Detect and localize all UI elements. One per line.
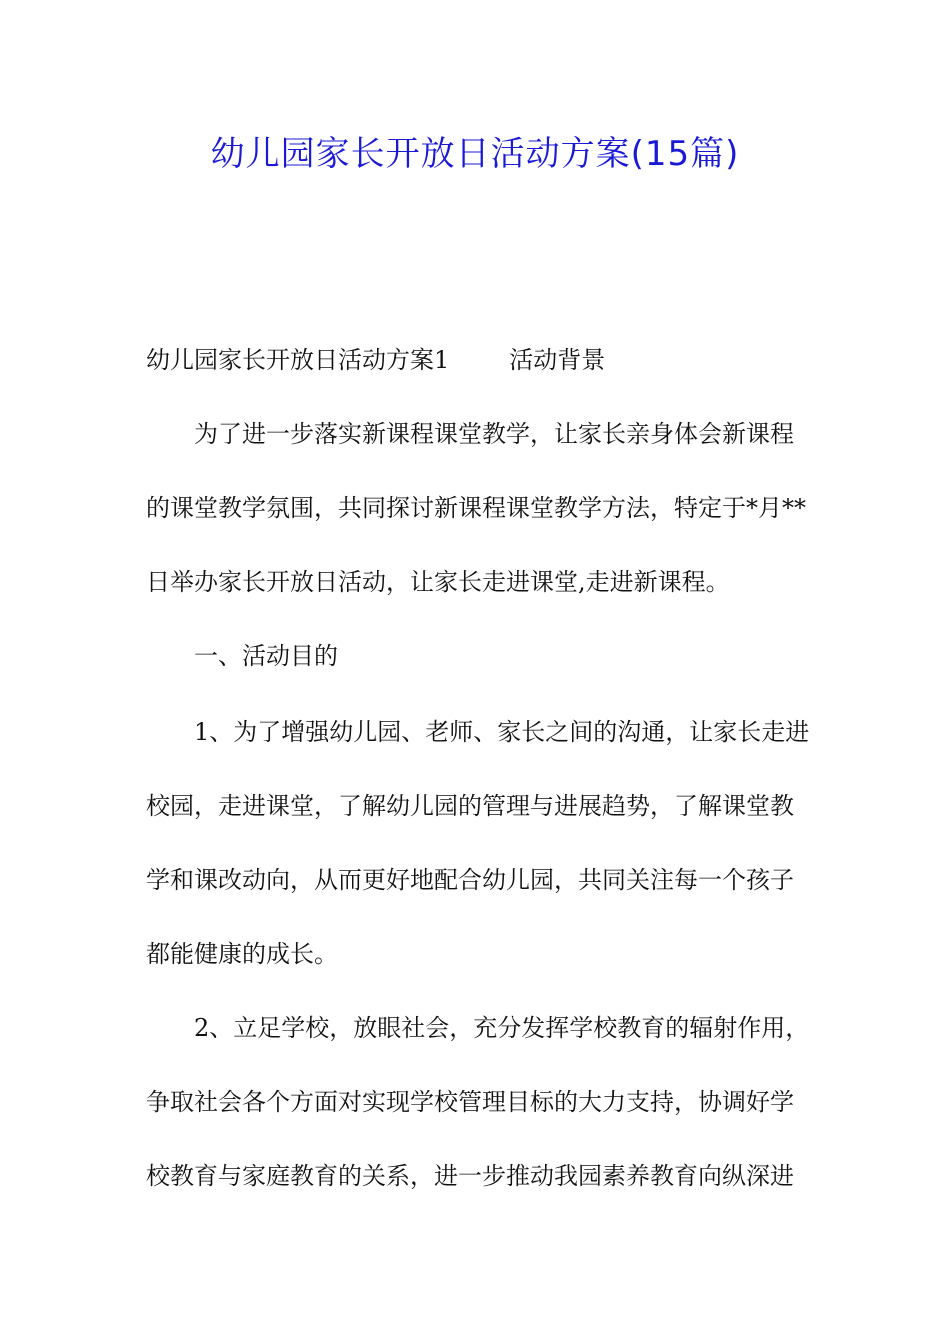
document-title: 幼儿园家长开放日活动方案(15篇) bbox=[210, 134, 740, 174]
section-heading-title: 幼儿园家长开放日活动方案1 bbox=[146, 346, 450, 374]
paragraph-line: 1、为了增强幼儿园、老师、家长之间的沟通，让家长走进 bbox=[194, 718, 810, 746]
paragraph-line: 校教育与家庭教育的关系，进一步推动我园素养教育向纵深进 bbox=[146, 1162, 794, 1190]
paragraph-line: 日举办家长开放日活动，让家长走进课堂,走进新课程。 bbox=[146, 568, 730, 596]
paragraph-line: 的课堂教学氛围，共同探讨新课程课堂教学方法，特定于*月** bbox=[146, 494, 806, 522]
paragraph-line: 都能健康的成长。 bbox=[146, 940, 338, 968]
paragraph-line: 校园，走进课堂，了解幼儿园的管理与进展趋势，了解课堂教 bbox=[146, 792, 794, 820]
section-heading-subtitle: 活动背景 bbox=[509, 346, 606, 374]
section-heading bbox=[146, 342, 605, 378]
paragraph-line: 2、立足学校，放眼社会，充分发挥学校教育的辐射作用， bbox=[194, 1014, 810, 1042]
section-heading-purpose: 一、活动目的 bbox=[194, 642, 338, 670]
paragraph-line: 为了进一步落实新课程课堂教学，让家长亲身体会新课程 bbox=[194, 420, 794, 448]
paragraph-line: 争取社会各个方面对实现学校管理目标的大力支持，协调好学 bbox=[146, 1088, 794, 1116]
paragraph-line: 学和课改动向，从而更好地配合幼儿园，共同关注每一个孩子 bbox=[146, 866, 794, 894]
